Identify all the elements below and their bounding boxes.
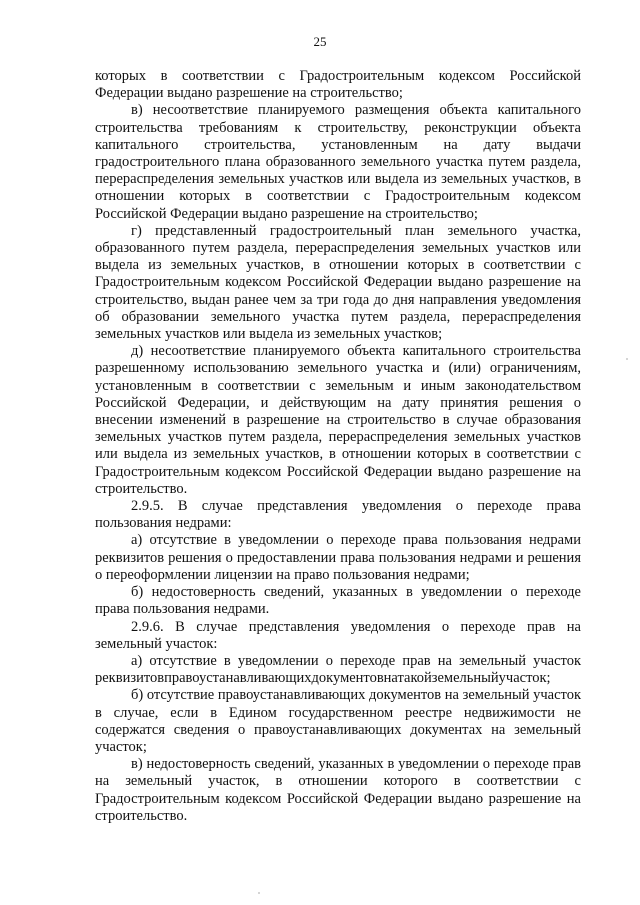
scan-speck	[258, 892, 260, 894]
paragraph-item-d: д) несоответствие планируемого объекта капитального строительства разрешенному использованию земельного участка и (или) ограничениям, установленным в соответствии с земельным и иным законодательством Российской Федерации, и действующим на дату принятия решения о внесении изменений в разрешение на строительство в случае образования земельных участков путем раздела, перераспределения земельных участков или выдела из земельных участков, в отношении которых в соответствии с Градостроительным кодексом Российской Федерации выдано разрешение на строительство.	[95, 343, 581, 497]
page-number: 25	[313, 34, 327, 49]
paragraph-item-v: в) несоответствие планируемого размещения объекта капитального строительства требованиям к строительству, реконструкции объекта капитального строительства, установленным на дату выдачи градостроительного плана образованного земельного участка путем раздела, перераспределения земельных участков или выдела из земельных участков, в отношении которых в соответствии с Градостроительным кодексом Российской Федерации выдано разрешение на строительство;	[95, 102, 581, 222]
paragraph-2-9-6-item-a: а) отсутствие в уведомлении о переходе прав на земельный участок реквизитовправоустанавливающихдокументовнатакойземельныйучасток;	[95, 652, 581, 687]
paragraph-2-9-5-item-b: б) недостоверность сведений, указанных в уведомлении о переходе права пользования недрами.	[95, 584, 581, 618]
paragraph-item-g: г) представленный градостроительный план земельного участка, образованного путем раздела, перераспределения земельных участков или выдела из земельных участков, в отношении которых в соответствии с Градостроительным кодексом Российской Федерации выдано разрешение на строительство, выдан ранее чем за три года до дня направления уведомления об образовании земельного участка путем раздела, перераспределения земельных участков или выдела из земельных участков;	[95, 222, 581, 343]
paragraph-2-9-5-item-a: а) отсутствие в уведомлении о переходе права пользования недрами реквизитов решения о предоставлении права пользования недрами и решения о переоформлении лицензии на право пользования недрами;	[95, 532, 581, 583]
paragraph-clause-2-9-5: 2.9.5. В случае представления уведомления о переходе права пользования недрами:	[95, 498, 581, 532]
document-body	[95, 68, 581, 825]
paragraph-clause-2-9-6: 2.9.6. В случае представления уведомления о переходе прав на земельный участок:	[95, 618, 581, 652]
paragraph-2-9-6-item-v: в) недостоверность сведений, указанных в уведомлении о переходе прав на земельный участок, в отношении которого в соответствии с Градостроительным кодексом Российской Федерации выдано разрешение на строительство.	[95, 756, 581, 824]
paragraph-continuation: которых в соответствии с Градостроительным кодексом Российской Федерации выдано разрешение на строительство;	[95, 68, 581, 102]
scan-speck	[626, 358, 628, 360]
paragraph-2-9-6-item-b: б) отсутствие правоустанавливающих документов на земельный участок в случае, если в Едином государственном реестре недвижимости не содержатся сведения о правоустанавливающих документах на земельный участок;	[95, 687, 581, 755]
